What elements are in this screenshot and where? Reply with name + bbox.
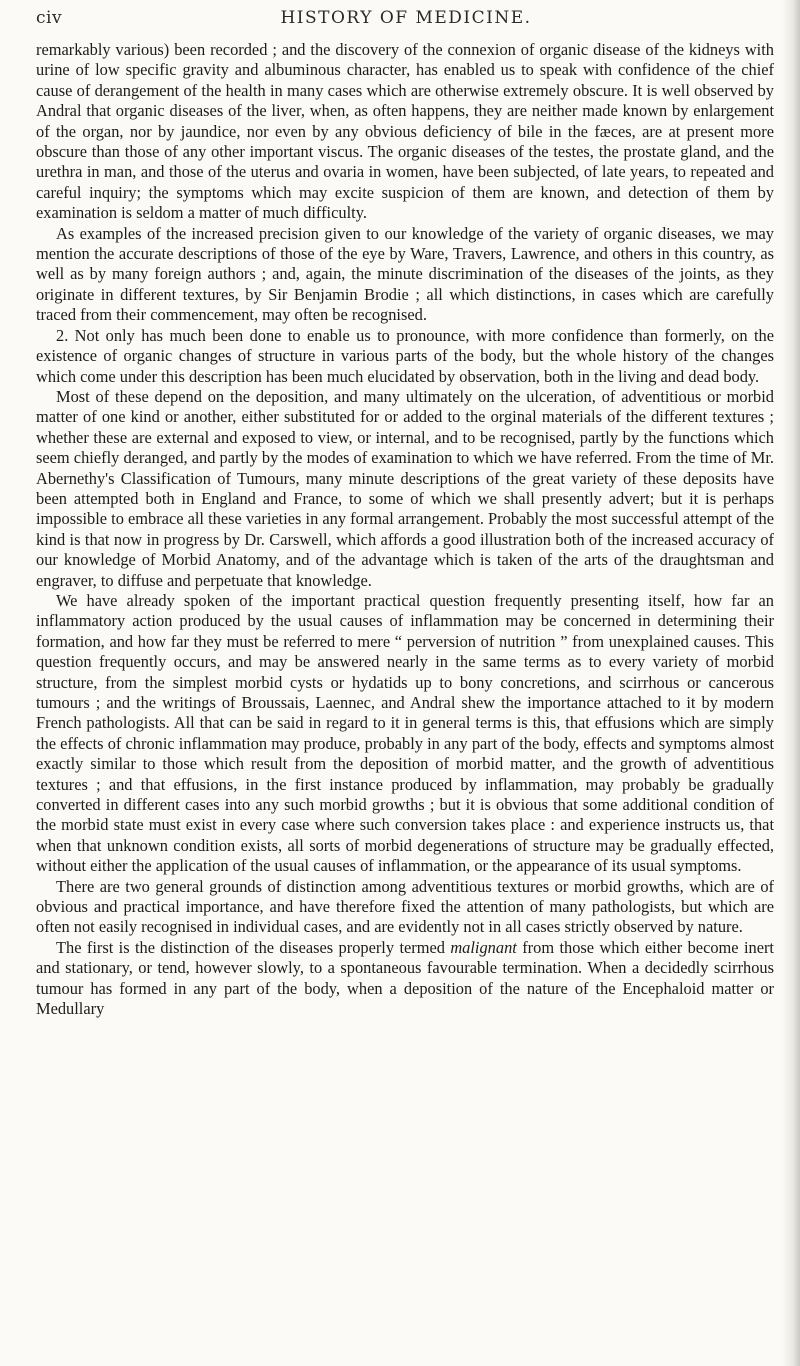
paragraph-continued: remarkably various) been recorded ; and the discovery of the connexion of organic disease of the kidneys with urine of low specific gravity and albuminous character, has enabled us to speak with confidence of the chief cause of derangement of the health in many cases which are otherwise extremely obscure. It is well observed by Andral that organic diseases of the liver, when, as often happens, they are neither made known by enlargement of the organ, nor by jaundice, nor even by any obvious deficiency of bile in the fæces, are at present more obscure than those of any other important viscus. The organic diseases of the testes, the prostate gland, and the urethra in man, and those of the uterus and ovaria in women, have been subjected, of late years, to repeated and careful inquiry; the symptoms which may excite suspicion of them are known, and detection of them by examination is seldom a matter of much difficulty. [36,40,774,223]
paragraph-section-2: 2. Not only has much been done to enable us to pronounce, with more confidence than formerly, on the existence of organic changes of structure in various parts of the body, but the whole history of the changes which come under this description has been much elucidated by observation, both in the living and dead body. [36,325,774,386]
running-title: HISTORY OF MEDICINE. [280,8,532,28]
page-number: civ [36,8,63,28]
page-edge-shadow [782,0,800,1366]
paragraph-inflammation: We have already spoken of the important practical question frequently presenting itself, how far an inflammatory action produced by the usual causes of inflammation may be concerned in determining their formation, and how far they must be referred to mere “ perversion of nutrition ” from unexplained causes. This question frequently occurs, and may be answered nearly in the same terms as to every variety of morbid structure, from the simplest morbid cysts or hydatids up to bony concretions, and scirrhous or cancerous tumours ; and the writings of Broussais, Laennec, and Andral shew the importance attached to it by modern French pathologists. All that can be said in regard to it in general terms is this, that effusions which are simply the effects of chronic inflammation may produce, probably in any part of the body, effects and symptoms almost exactly similar to those which result from the deposition of morbid matter, and the growth of adventitious textures ; and that effusions, in the first instance produced by inflammation, may probably be gradually converted in different cases into any such morbid growths ; but it is obvious that some additional condition of the morbid state must exist in every case where such conversion takes place : and experience instructs us, that when that unknown condition exists, all sorts of morbid degenerations of structure may be gradually effected, without either the application of the usual causes of inflammation, or the appearance of its usual symptoms. [36,590,774,876]
body-text [36,40,774,1020]
paragraph-distinction: There are two general grounds of distinction among adventitious textures or morbid growths, which are of obvious and practical importance, and have therefore fixed the attention of many pathologists, but which are often not easily recognised in individual cases, and are evidently not in all cases strictly observed by nature. [36,876,774,937]
paragraph-deposition: Most of these depend on the deposition, and many ultimately on the ulceration, of adventitious or morbid matter of one kind or another, either substituted for or added to the orginal materials of the different textures ; whether these are external and exposed to view, or internal, and to be recognised, partly by the functions which seem chiefly deranged, and partly by the modes of examination to which we have referred. From the time of Mr. Abernethy's Classification of Tumours, many minute descriptions of the great variety of these deposits have been attempted both in England and France, to some of which we shall presently advert; but it is perhaps impossible to embrace all these varieties in any formal arrangement. Probably the most successful attempt of the kind is that now in progress by Dr. Carswell, which affords a good illustration both of the increased accuracy of our knowledge of Morbid Anatomy, and of the advantage which is taken of the arts of the draughtsman and engraver, to diffuse and perpetuate that knowledge. [36,386,774,590]
running-head [36,8,776,34]
malignant-emphasis: malignant [450,937,517,957]
malignant-text-after: from those which either become inert and stationary, or tend, however slowly, to a spontaneous favourable termination. When a decidedly scirrhous tumour has formed in any part of the body, when a deposition of the nature of the Encephaloid matter or Medullary [36,937,774,1019]
paragraph-malignant [36,938,774,1020]
malignant-text-before: The first is the distinction of the diseases properly termed [56,937,451,957]
paragraph-examples: As examples of the increased precision given to our knowledge of the variety of organic diseases, we may mention the accurate descriptions of those of the eye by Ware, Travers, Lawrence, and others in this country, as well as by many foreign authors ; and, again, the minute discrimination of the diseases of the joints, as they originate in different textures, by Sir Benjamin Brodie ; all which distinctions, in cases which are carefully traced from their commencement, may often be recognised. [36,223,774,325]
